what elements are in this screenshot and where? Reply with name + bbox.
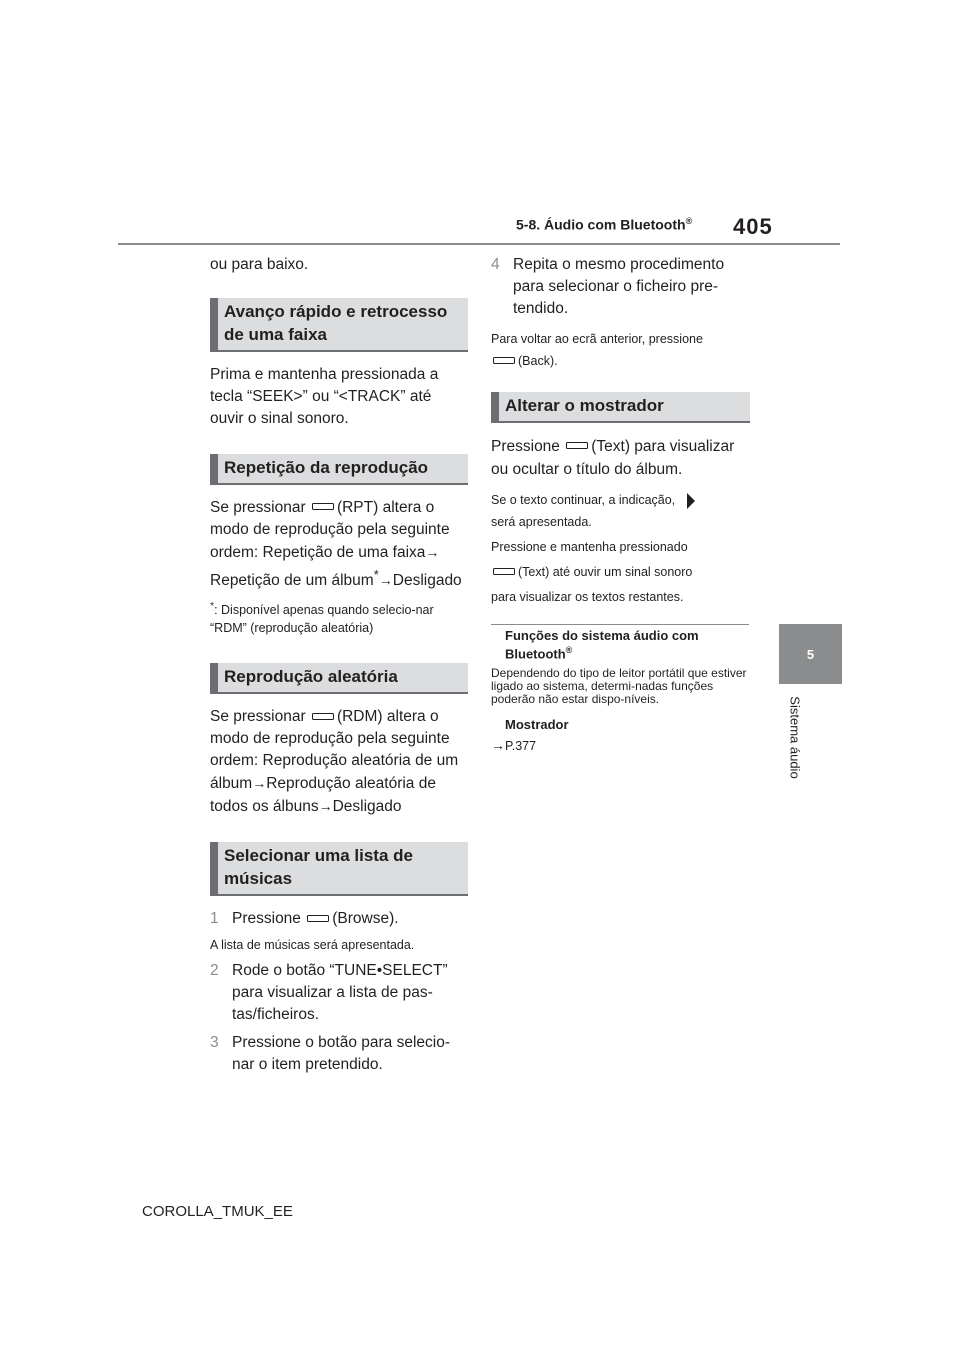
- rpt-button-icon: [312, 503, 334, 510]
- back-button-icon: [493, 357, 515, 364]
- heading-select-list: Selecionar uma lista de músicas: [210, 842, 468, 896]
- text-button-icon: [493, 568, 515, 575]
- heading-fast-forward: Avanço rápido e retrocesso de uma faixa: [210, 298, 468, 352]
- footer-code: COROLLA_TMUK_EE: [142, 1203, 293, 1220]
- header-rule: [118, 243, 840, 245]
- heading-display: Alterar o mostrador: [491, 392, 750, 423]
- heading-repeat: Repetição da reprodução: [210, 454, 468, 485]
- step-3: 3 Pressione o botão para selecio-nar o item pretendido.: [210, 1034, 450, 1074]
- footnote: *: Disponível apenas quando selecio-nar “RDM” (reprodução aleatória): [210, 601, 434, 636]
- step-1: 1 Pressione (Browse).: [210, 910, 399, 928]
- text-button-icon: [566, 442, 588, 449]
- step-1-note: A lista de músicas será apresentada.: [210, 938, 415, 953]
- scroll-arrow-icon: [687, 493, 695, 509]
- paragraph-random: Se pressionar (RDM) altera o modo de reprodução pela seguinte ordem: Reprodução aleatória de um álbum→Reprodução aleatória de todos os álbuns→Desligado: [210, 708, 459, 816]
- heading-random: Reprodução aleatória: [210, 663, 468, 694]
- step-4: 4 Repita o mesmo procedimento para selecionar o ficheiro pre-tendido.: [491, 256, 725, 317]
- note-heading-display: Mostrador: [505, 717, 569, 733]
- page-number: 405: [733, 214, 773, 239]
- chapter-label: Sistema áudio: [787, 696, 803, 779]
- section-title: 5-8. Áudio com Bluetooth®: [516, 216, 693, 233]
- paragraph-seek: Prima e mantenha pressionada a tecla “SEEK>” ou “<TRACK” até ouvir o sinal sonoro.: [210, 366, 439, 427]
- arrow-icon: →: [252, 775, 267, 792]
- arrow-icon: →: [425, 544, 440, 560]
- back-note: Para voltar ao ecrã anterior, pressione (Back).: [491, 332, 703, 368]
- arrow-icon: →: [378, 572, 393, 589]
- left-column: [210, 252, 468, 1076]
- arrow-icon: →: [491, 737, 505, 754]
- rdm-button-icon: [312, 713, 334, 720]
- arrow-icon: →: [318, 798, 333, 815]
- hold-note: Pressione e mantenha pressionado (Text) até ouvir um sinal sonoro para visualizar os textos restantes.: [491, 540, 693, 604]
- paragraph-display: Pressione (Text) para visualizar ou ocultar o título do álbum.: [491, 438, 735, 478]
- paragraph-repeat: Se pressionar (RPT) altera o modo de reprodução pela seguinte ordem: Repetição de uma faixa→ Repetição de um álbum*→Desligado: [210, 499, 462, 590]
- chapter-tab: 5: [779, 624, 842, 684]
- scroll-note: Se o texto continuar, a indicação, será apresentada.: [491, 489, 750, 533]
- note-body: Dependendo do tipo de leitor portátil que estiver ligado ao sistema, determi-nadas funções poderão não estar dispo-níveis.: [491, 666, 747, 707]
- browse-button-icon: [307, 915, 329, 922]
- step-2: 2 Rode o botão “TUNE•SELECT” para visualizar a lista de pas-tas/ficheiros.: [210, 962, 448, 1024]
- right-column: [491, 252, 750, 755]
- page-reference: →P.377: [491, 737, 537, 754]
- note-divider: [491, 624, 749, 625]
- intro-text: ou para baixo.: [210, 256, 309, 273]
- note-heading: Funções do sistema áudio com Bluetooth®: [505, 628, 699, 662]
